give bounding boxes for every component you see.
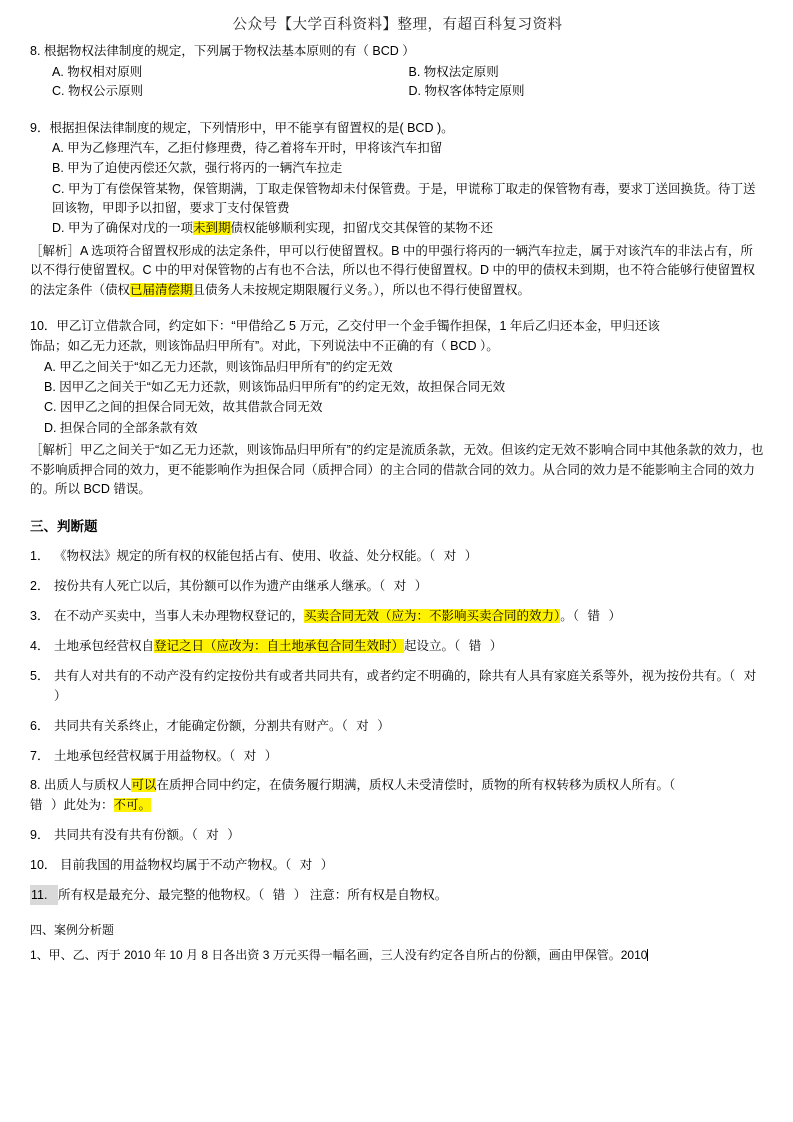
tf-item-5-number: 5． [30, 669, 50, 684]
case-analysis-paragraph [30, 946, 765, 965]
tf-item-8-mid: 在质押合同中约定，在债务履行期满，质权人未受清偿时，质物的所有权转移为质权人所有。（ [156, 778, 676, 793]
tf-item-5 [30, 666, 765, 706]
tf-item-4-text: 土地承包经营权自 [54, 639, 155, 654]
tf-item-5-text: 共有人对共有的不动产没有约定按份共有或者共同共有，或者约定不明确的，除共有人具有家庭关系等外，视为按份共有。（ [54, 669, 736, 684]
tf-item-4-close: ） [489, 639, 503, 654]
question-9-analysis-part1: ［解析］A 选项符合留置权形成的法定条件，甲可以行使留置权。B 中的甲强行将丙的一辆汽车拉走，属于对该汽车的非法占有，所以不得行使留置权。C 中的甲对保管物的占有也不合法，所以也不得行使留置权。D 中的甲的债权 [30, 243, 753, 278]
tf-item-10 [30, 855, 765, 875]
tf-item-6-close: ） [377, 719, 390, 734]
tf-item-1 [30, 546, 765, 566]
tf-item-7-close: ） [264, 749, 278, 764]
tf-item-6-body [54, 716, 765, 736]
question-9-analysis-part3: 且债务人未按规定期限履行义务。），所以也不得行使留置权。 [192, 282, 531, 297]
tf-item-9 [30, 825, 765, 845]
tf-item-1-number: 1． [30, 549, 50, 564]
tf-item-10-close: ） [320, 858, 334, 873]
question-9-option-d [30, 219, 765, 238]
tf-item-2-close: ） [414, 579, 428, 594]
question-10-option-d: D. 担保合同的全部条款有效 [44, 420, 198, 435]
tf-item-2-answer: 对 [393, 579, 407, 594]
tf-item-8-highlight: 可以 [131, 778, 157, 793]
question-9-analysis [30, 242, 765, 300]
tf-item-3-body [54, 606, 765, 626]
question-8-stem: 8. 根据物权法律制度的规定，下列属于物权法基本原则的有（ BCD ） [30, 44, 415, 59]
tf-item-5-body [54, 666, 765, 706]
tf-item-7 [30, 746, 765, 766]
tf-item-8-line2 [30, 796, 765, 815]
tf-item-1-close: ） [464, 549, 478, 564]
question-8-option-a: A. 物权相对原则 [52, 64, 143, 79]
tf-item-4-number: 4． [30, 639, 50, 654]
case-analysis-text: 1、甲、乙、丙于 2010 年 10 月 8 日各出资 3 万元买得一幅名画，三人没有约定各自所占的份额，画由甲保管。2010 [30, 947, 648, 962]
question-8-options-row1 [30, 63, 765, 82]
question-9-option-b: B. 甲为了迫使丙偿还欠款，强行将丙的一辆汽车拉走 [52, 161, 343, 176]
tf-item-6-text: 共同共有关系终止，才能确定份额，分割共有财产。（ [54, 719, 348, 734]
tf-item-7-answer: 对 [243, 749, 257, 764]
tf-item-11-text: 所有权是最充分、最完整的他物权。（ [58, 888, 265, 903]
question-9-stem: 9．根据担保法律制度的规定，下列情形中，甲不能享有留置权的是( BCD )。 [30, 120, 454, 135]
tf-item-8-text: 出质人与质权人 [43, 778, 132, 793]
page-header: 公众号【大学百科资料】整理，有超百科复习资料 [232, 17, 563, 33]
tf-item-4-mid: 起设立。（ [404, 639, 461, 654]
question-9-option-a: A. 甲为乙修理汽车，乙拒付修理费，待乙着将车开时，甲将该汽车扣留 [52, 140, 443, 155]
tf-item-11-number: 11. [30, 885, 58, 905]
tf-item-7-body [54, 746, 765, 766]
tf-item-11-close: ） 注意：所有权是自物权。 [293, 888, 448, 903]
tf-item-6-number: 6． [30, 719, 50, 734]
question-10-stem-line1: 10．甲乙订立借款合同，约定如下：“甲借给乙 5 万元，乙交付甲一个金手镯作担保，1 年后乙归还本金，甲归还该 [30, 318, 660, 333]
question-10 [30, 317, 765, 499]
question-8 [30, 42, 765, 101]
tf-item-6 [30, 716, 765, 736]
tf-item-11-body [58, 885, 765, 905]
tf-item-8-after: ）此处为： [51, 797, 114, 812]
tf-item-8-tail-highlight: 不可。 [113, 797, 152, 812]
tf-item-2-text: 按份共有人死亡以后，其份额可以作为遗产由继承人继承。（ [54, 579, 386, 594]
tf-item-6-answer: 对 [356, 719, 369, 734]
tf-item-4-body [54, 636, 765, 656]
tf-item-8 [30, 776, 765, 815]
tf-item-10-body [60, 855, 765, 875]
tf-item-2-body [54, 576, 765, 596]
question-10-analysis: ［解析］甲乙之间关于“如乙无力还款，则该饰品归甲所有”的约定是流质条款，无效。但该约定无效不影响合同中其他条款的效力，也不影响质押合同的效力，更不能影响作为担保合同（质押合同）的主合同的借款合同的效力。从合同的效力是不能影响主合同的效力的。所以 BCD 错误。 [30, 443, 764, 496]
question-9-option-d-text2: 债权能够顺利实现，扣留戊交其保管的某物不还 [230, 221, 494, 236]
tf-item-3-highlight: 买卖合同无效（应为：不影响买卖合同的效力） [304, 609, 561, 624]
tf-item-9-answer: 对 [206, 828, 219, 843]
question-10-stem-line2: 饰品；如乙无力还款，则该饰品归甲所有”。对此，下列说法中不正确的有（ BCD ）。 [30, 339, 499, 354]
question-9-option-d-highlight: 未到期 [192, 221, 231, 236]
question-9-option-c: C. 甲为丁有偿保管某物，保管期满，丁取走保管物却未付保管费。于是，甲谎称丁取走的保管物有毒，要求丁送回换货。待丁送回该物，甲即予以扣留，要求丁支付保管费 [52, 181, 756, 216]
tf-item-1-body [54, 546, 765, 566]
tf-item-5-answer: 对 [743, 669, 757, 684]
tf-item-3-close: ） [608, 609, 622, 624]
tf-item-11-answer: 错 [272, 888, 286, 903]
question-8-option-b: B. 物权法定原则 [408, 64, 499, 79]
question-10-option-c: C. 因甲乙之间的担保合同无效，故其借款合同无效 [44, 400, 323, 415]
tf-item-9-text: 共同共有没有共有份额。（ [54, 828, 198, 843]
tf-item-9-close: ） [227, 828, 240, 843]
tf-item-8-number: 8. [30, 778, 41, 793]
tf-item-1-answer: 对 [443, 549, 457, 564]
tf-item-3-text: 在不动产买卖中，当事人未办理物权登记的， [54, 609, 305, 624]
tf-item-8-answer: 错 [30, 797, 43, 812]
tf-item-9-number: 9． [30, 828, 50, 843]
tf-item-8-line1 [30, 776, 765, 795]
true-false-list [30, 546, 765, 905]
tf-item-7-number: 7． [30, 749, 50, 764]
tf-item-3-number: 3． [30, 609, 50, 624]
question-9-analysis-part2: 未到期，也不符合能够行使留置权的法定条件（债权 [30, 263, 756, 297]
text-caret [647, 949, 648, 961]
question-8-option-d: D. 物权客体特定原则 [408, 84, 525, 99]
tf-item-5-close: ） [54, 689, 67, 704]
tf-item-3 [30, 606, 765, 626]
question-8-option-c: C. 物权公示原则 [52, 84, 143, 99]
tf-item-2 [30, 576, 765, 596]
question-10-option-b: B. 因甲乙之间关于“如乙无力还款，则该饰品归甲所有”的约定无效，故担保合同无效 [44, 380, 506, 395]
tf-item-4-highlight: 登记之日（应改为：自土地承包合同生效时） [154, 639, 405, 654]
question-9-analysis-highlight: 已届清偿期 [130, 282, 193, 297]
question-10-option-a: A. 甲乙之间关于“如乙无力还款，则该饰品归甲所有”的约定无效 [44, 359, 393, 374]
tf-item-10-text: 目前我国的用益物权均属于不动产物权。（ [60, 858, 292, 873]
tf-item-2-number: 2． [30, 579, 50, 594]
tf-item-1-text: 《物权法》规定的所有权的权能包括占有、使用、收益、处分权能。（ [54, 549, 436, 564]
tf-item-3-answer: 错 [587, 609, 601, 624]
question-9-option-d-text1: D. 甲为了确保对戊的一项 [52, 221, 193, 236]
section-title-case-analysis: 四、案例分析题 [30, 923, 115, 938]
tf-item-9-body [54, 825, 765, 845]
tf-item-3-mid: 。（ [560, 609, 580, 624]
tf-item-4-answer: 错 [468, 639, 482, 654]
section-title-true-false: 三、判断题 [30, 519, 98, 535]
tf-item-10-number: 10． [30, 858, 57, 873]
tf-item-11 [30, 885, 765, 905]
tf-item-7-text: 土地承包经营权属于用益物权。（ [54, 749, 236, 764]
tf-item-10-answer: 对 [299, 858, 313, 873]
question-9 [30, 119, 765, 300]
tf-item-4 [30, 636, 765, 656]
question-8-options-row2 [30, 82, 765, 101]
